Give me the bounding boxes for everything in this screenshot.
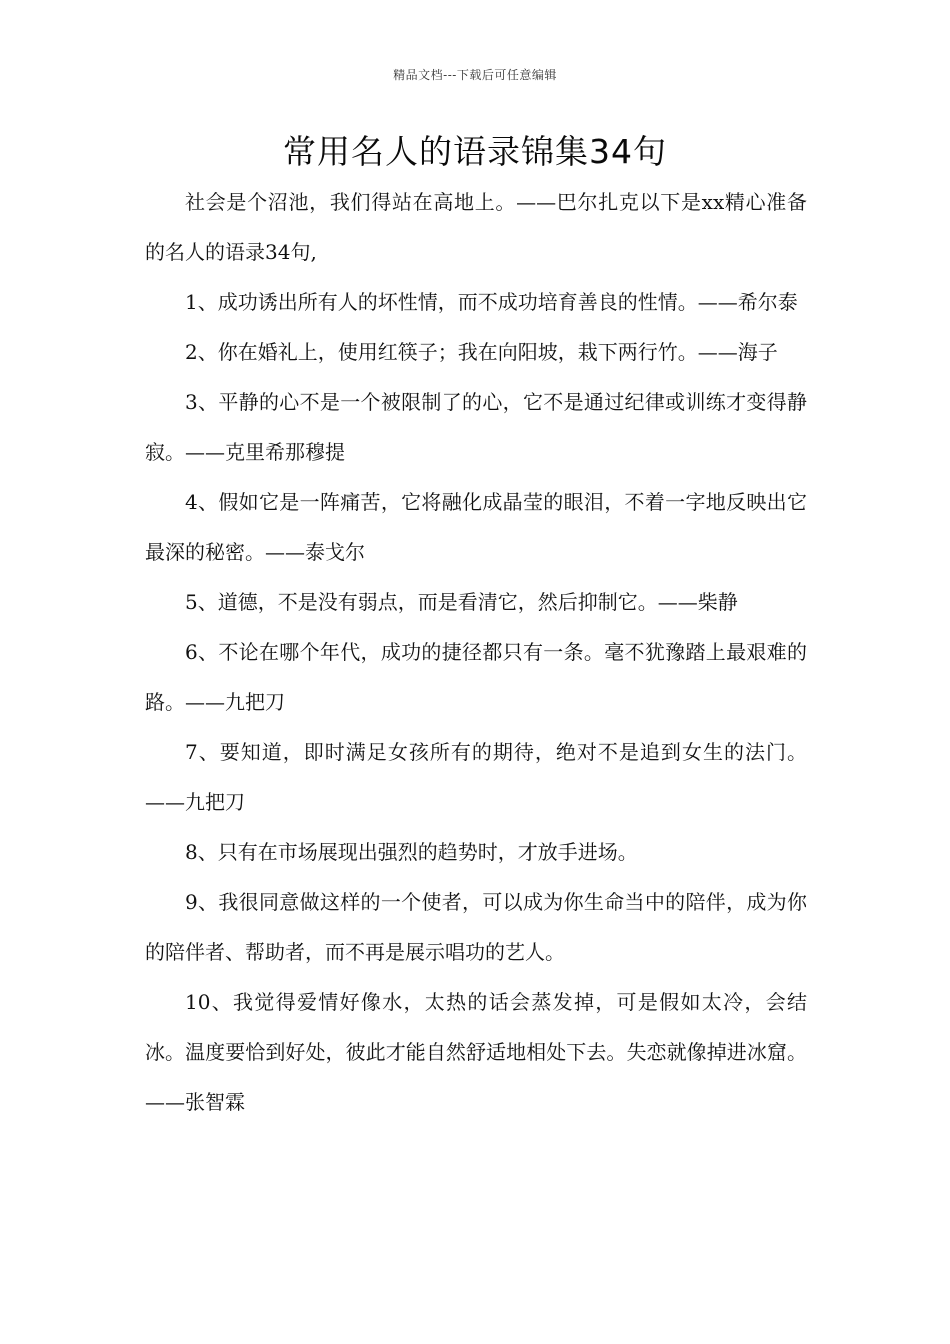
- document-body: [145, 177, 807, 1127]
- quote-paragraph: 5、道德，不是没有弱点，而是看清它，然后抑制它。——柴静: [185, 590, 738, 614]
- quote-paragraph: 3、平静的心不是一个被限制了的心，它不是通过纪律或训练才变得静寂。——克里希那穆提: [145, 390, 807, 464]
- quote-paragraph: 7、要知道，即时满足女孩所有的期待，绝对不是追到女生的法门。——九把刀: [145, 740, 807, 814]
- header-note: 精品文档---下载后可任意编辑: [393, 68, 557, 82]
- quote-paragraph: 10、我觉得爱情好像水，太热的话会蒸发掉，可是假如太冷，会结冰。温度要恰到好处，彼此才能自然舒适地相处下去。失恋就像掉进冰窟。——张智霖: [145, 990, 807, 1114]
- intro-paragraph: 社会是个沼池，我们得站在高地上。——巴尔扎克以下是xx精心准备的名人的语录34句,: [145, 190, 807, 264]
- quote-paragraph: 4、假如它是一阵痛苦，它将融化成晶莹的眼泪，不着一字地反映出它最深的秘密。——泰戈尔: [145, 490, 807, 564]
- quote-paragraph: 9、我很同意做这样的一个使者，可以成为你生命当中的陪伴，成为你的陪伴者、帮助者，而不再是展示唱功的艺人。: [145, 890, 807, 964]
- document-title: 常用名人的语录锦集34句: [283, 132, 667, 171]
- quote-paragraph: 6、不论在哪个年代，成功的捷径都只有一条。毫不犹豫踏上最艰难的路。——九把刀: [145, 640, 807, 714]
- quote-paragraph: 1、成功诱出所有人的坏性情，而不成功培育善良的性情。——希尔泰: [185, 290, 798, 314]
- quote-paragraph: 2、你在婚礼上，使用红筷子；我在向阳坡，栽下两行竹。——海子: [185, 340, 778, 364]
- quote-paragraph: 8、只有在市场展现出强烈的趋势时，才放手进场。: [185, 840, 638, 864]
